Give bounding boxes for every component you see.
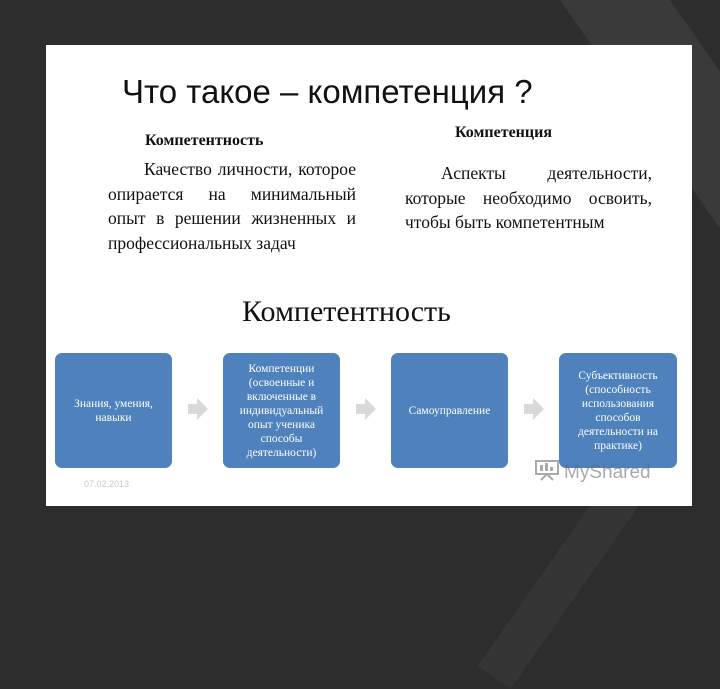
slide-date: 07.02.2013 [84,479,130,489]
slide-title: Что такое – компетенция ? [122,73,533,110]
chevron-arrow-icon [524,398,544,420]
slide [46,45,692,506]
presentation-board-icon [534,459,560,486]
chevron-arrow-icon [188,398,208,420]
left-column-heading: Компетентность [145,132,264,149]
flow-box-subjectivity: Субъективность (способность использования способов деятельности на практике) [559,353,677,468]
left-column-text-content: Качество личности, которое опирается на минимальный опыт в решении жизненных и профессиональных задач [108,159,356,253]
flow-box-self-management: Самоуправление [391,353,508,468]
chevron-arrow-icon [356,398,376,420]
right-column-heading: Компетенция [455,124,552,141]
right-column-text [405,161,652,235]
diagram-title: Компетентность [242,295,451,328]
flow-box-competencies: Компетенции (освоенные и включенные в индивидуальный опыт ученика способы деятельности) [223,353,340,468]
right-column-text-content: Аспекты деятельности, которые необходимо освоить, чтобы быть компетентным [405,163,652,232]
watermark-text: MyShared [564,461,651,483]
flow-box-knowledge: Знания, умения, навыки [55,353,172,468]
watermark-logo [534,459,651,486]
left-column-text [108,157,356,255]
